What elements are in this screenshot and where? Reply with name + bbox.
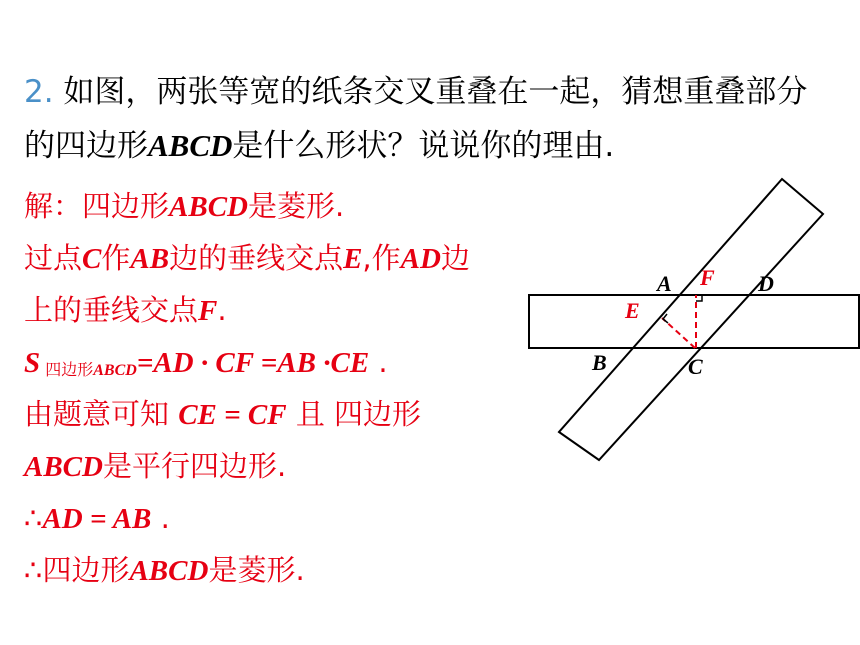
solution-text: . <box>369 345 388 379</box>
solution-line-4 <box>24 336 544 388</box>
solution-math: ABCD <box>169 191 248 223</box>
solution-text: 是菱形. <box>248 189 345 223</box>
solution-text: ∴四边形 <box>24 553 130 587</box>
solution-text: 解：四边形 <box>24 189 170 223</box>
solution-math: ABCD <box>129 555 209 587</box>
solution-text: 边的垂线交点 <box>169 241 344 275</box>
solution-math: ABCD <box>24 451 103 483</box>
solution-text: 边 <box>440 241 470 275</box>
area-symbol: S <box>24 347 41 379</box>
problem-quad-name: ABCD <box>148 128 233 163</box>
solution-text: . <box>217 293 227 327</box>
area-subscript <box>40 360 137 379</box>
solution-line-6 <box>24 440 544 492</box>
solution-text: 是平行四边形. <box>102 449 287 483</box>
solution-math: C <box>82 243 102 275</box>
solution-text: ,作 <box>362 241 401 275</box>
subscript-math: ABCD <box>93 362 137 379</box>
diagonal-strip <box>559 179 823 460</box>
label-a: A <box>657 271 672 296</box>
area-equation: =AD · CF =AB ·CE <box>136 347 370 379</box>
solution-math: CE = CF <box>178 399 287 431</box>
solution-math: E <box>343 243 363 275</box>
solution-text: . <box>151 501 170 535</box>
solution-text: 且 四边形 <box>286 397 422 431</box>
therefore-symbol: ∴ <box>24 501 43 535</box>
solution-text: 由题意可知 <box>24 397 179 431</box>
solution-line-8 <box>24 544 544 596</box>
solution-text: 上的垂线交点 <box>24 293 199 327</box>
solution-line-3 <box>24 284 544 336</box>
solution-line-2 <box>24 232 544 284</box>
label-c: C <box>688 354 703 379</box>
solution-block <box>24 180 544 596</box>
solution-line-5 <box>24 388 544 440</box>
solution-text: 过点 <box>24 241 83 275</box>
problem-text-2: 是什么形状？说说你的理由. <box>232 128 615 164</box>
solution-math: AD = AB <box>42 503 152 535</box>
solution-line-7 <box>24 492 544 544</box>
subscript-text: 四边形 <box>40 360 94 379</box>
solution-line-1 <box>24 180 544 232</box>
label-b: B <box>592 350 607 375</box>
label-d: D <box>758 271 774 296</box>
problem-text-1: 如图，两张等宽的纸条交叉重叠在一起，猜想重叠部分的四边形 <box>24 74 808 164</box>
problem-number: 2. <box>24 74 54 110</box>
solution-math: AD <box>400 243 441 275</box>
problem-statement <box>24 66 824 173</box>
solution-text: 是菱形. <box>208 553 305 587</box>
solution-math: AB <box>130 243 170 275</box>
label-e: E <box>625 298 640 323</box>
solution-text: 作 <box>101 241 131 275</box>
solution-math: F <box>198 295 218 327</box>
geometry-figure <box>520 170 860 470</box>
right-angle-mark-e <box>663 314 668 323</box>
horizontal-strip <box>529 295 859 348</box>
label-f: F <box>700 265 715 290</box>
